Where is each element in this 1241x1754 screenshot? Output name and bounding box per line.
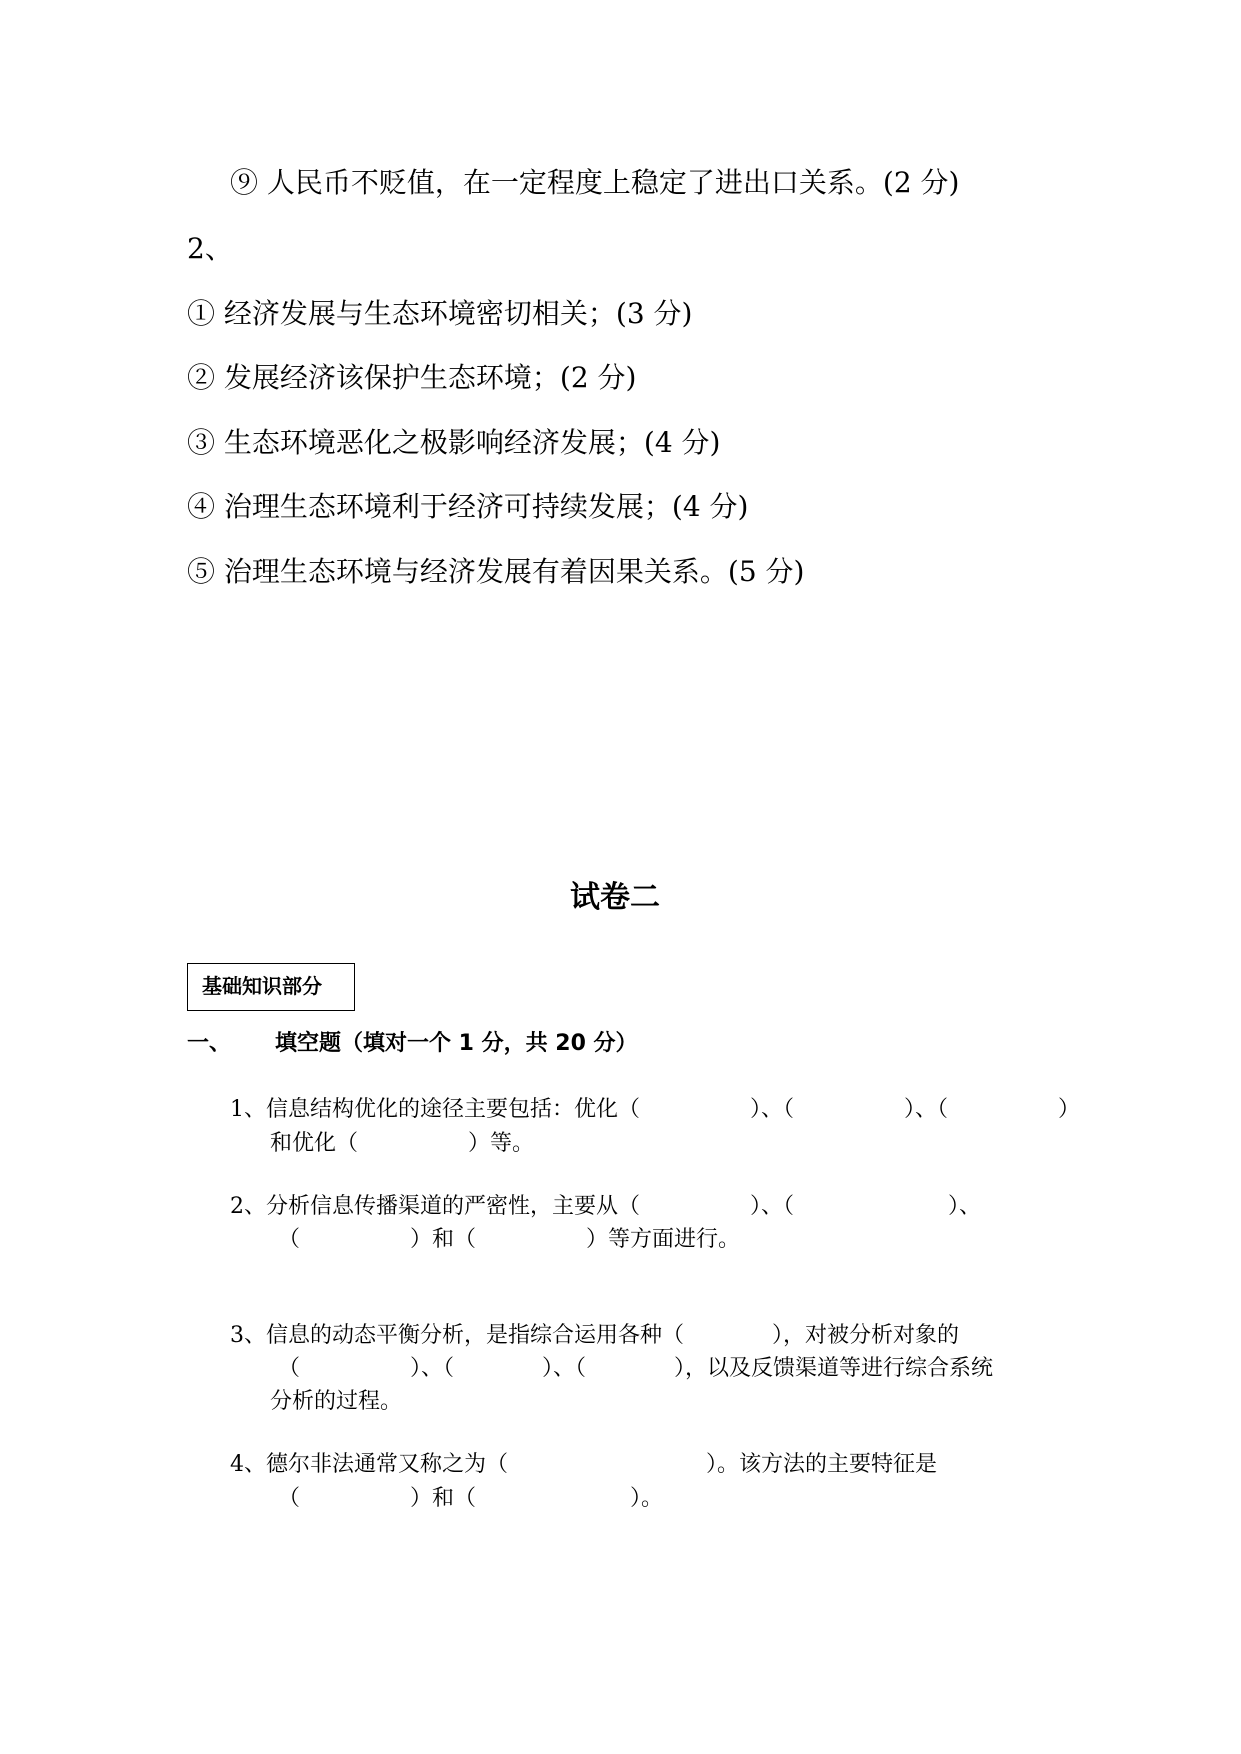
question-3-line-2: （ ）、（ ）、（ ），以及反馈渠道等进行综合系统 (278, 1356, 994, 1381)
answer-q2-item-1: ① 经济发展与生态环境密切相关；(3 分) (187, 297, 693, 330)
question-3-line-3: 分析的过程。 (270, 1389, 403, 1414)
answer-q2-label: 2、 (187, 232, 233, 265)
section-box-label: 基础知识部分 (187, 963, 355, 1011)
question-1-line-1: 1、信息结构优化的途径主要包括：优化（ ）、（ ）、（ ） (230, 1097, 1081, 1122)
answer-q2-item-3: ③ 生态环境恶化之极影响经济发展；(4 分) (187, 426, 721, 459)
answer-q2-item-5: ⑤ 治理生态环境与经济发展有着因果关系。(5 分) (187, 555, 805, 588)
question-3-line-1: 3、信息的动态平衡分析，是指综合运用各种（ ），对被分析对象的 (230, 1323, 959, 1348)
question-4-line-1: 4、德尔非法通常又称之为（ ）。该方法的主要特征是 (230, 1452, 937, 1477)
answer-q2-item-2: ② 发展经济该保护生态环境；(2 分) (187, 361, 637, 394)
section-number: 一、 (187, 1031, 232, 1056)
section-title: 填空题（填对一个 1 分，共 20 分） (275, 1031, 638, 1056)
question-2-line-1: 2、分析信息传播渠道的严密性，主要从（ ）、（ ）、 (230, 1194, 981, 1219)
question-4-line-2: （ ）和（ ）。 (278, 1486, 664, 1511)
answer-item-9: ⑨ 人民币不贬值，在一定程度上稳定了进出口关系。(2 分) (230, 166, 960, 199)
question-1-line-2: 和优化（ ）等。 (270, 1131, 535, 1156)
question-2-line-2: （ ）和（ ）等方面进行。 (278, 1227, 741, 1252)
answer-q2-item-4: ④ 治理生态环境利于经济可持续发展；(4 分) (187, 490, 749, 523)
paper-title: 试卷二 (570, 880, 660, 915)
